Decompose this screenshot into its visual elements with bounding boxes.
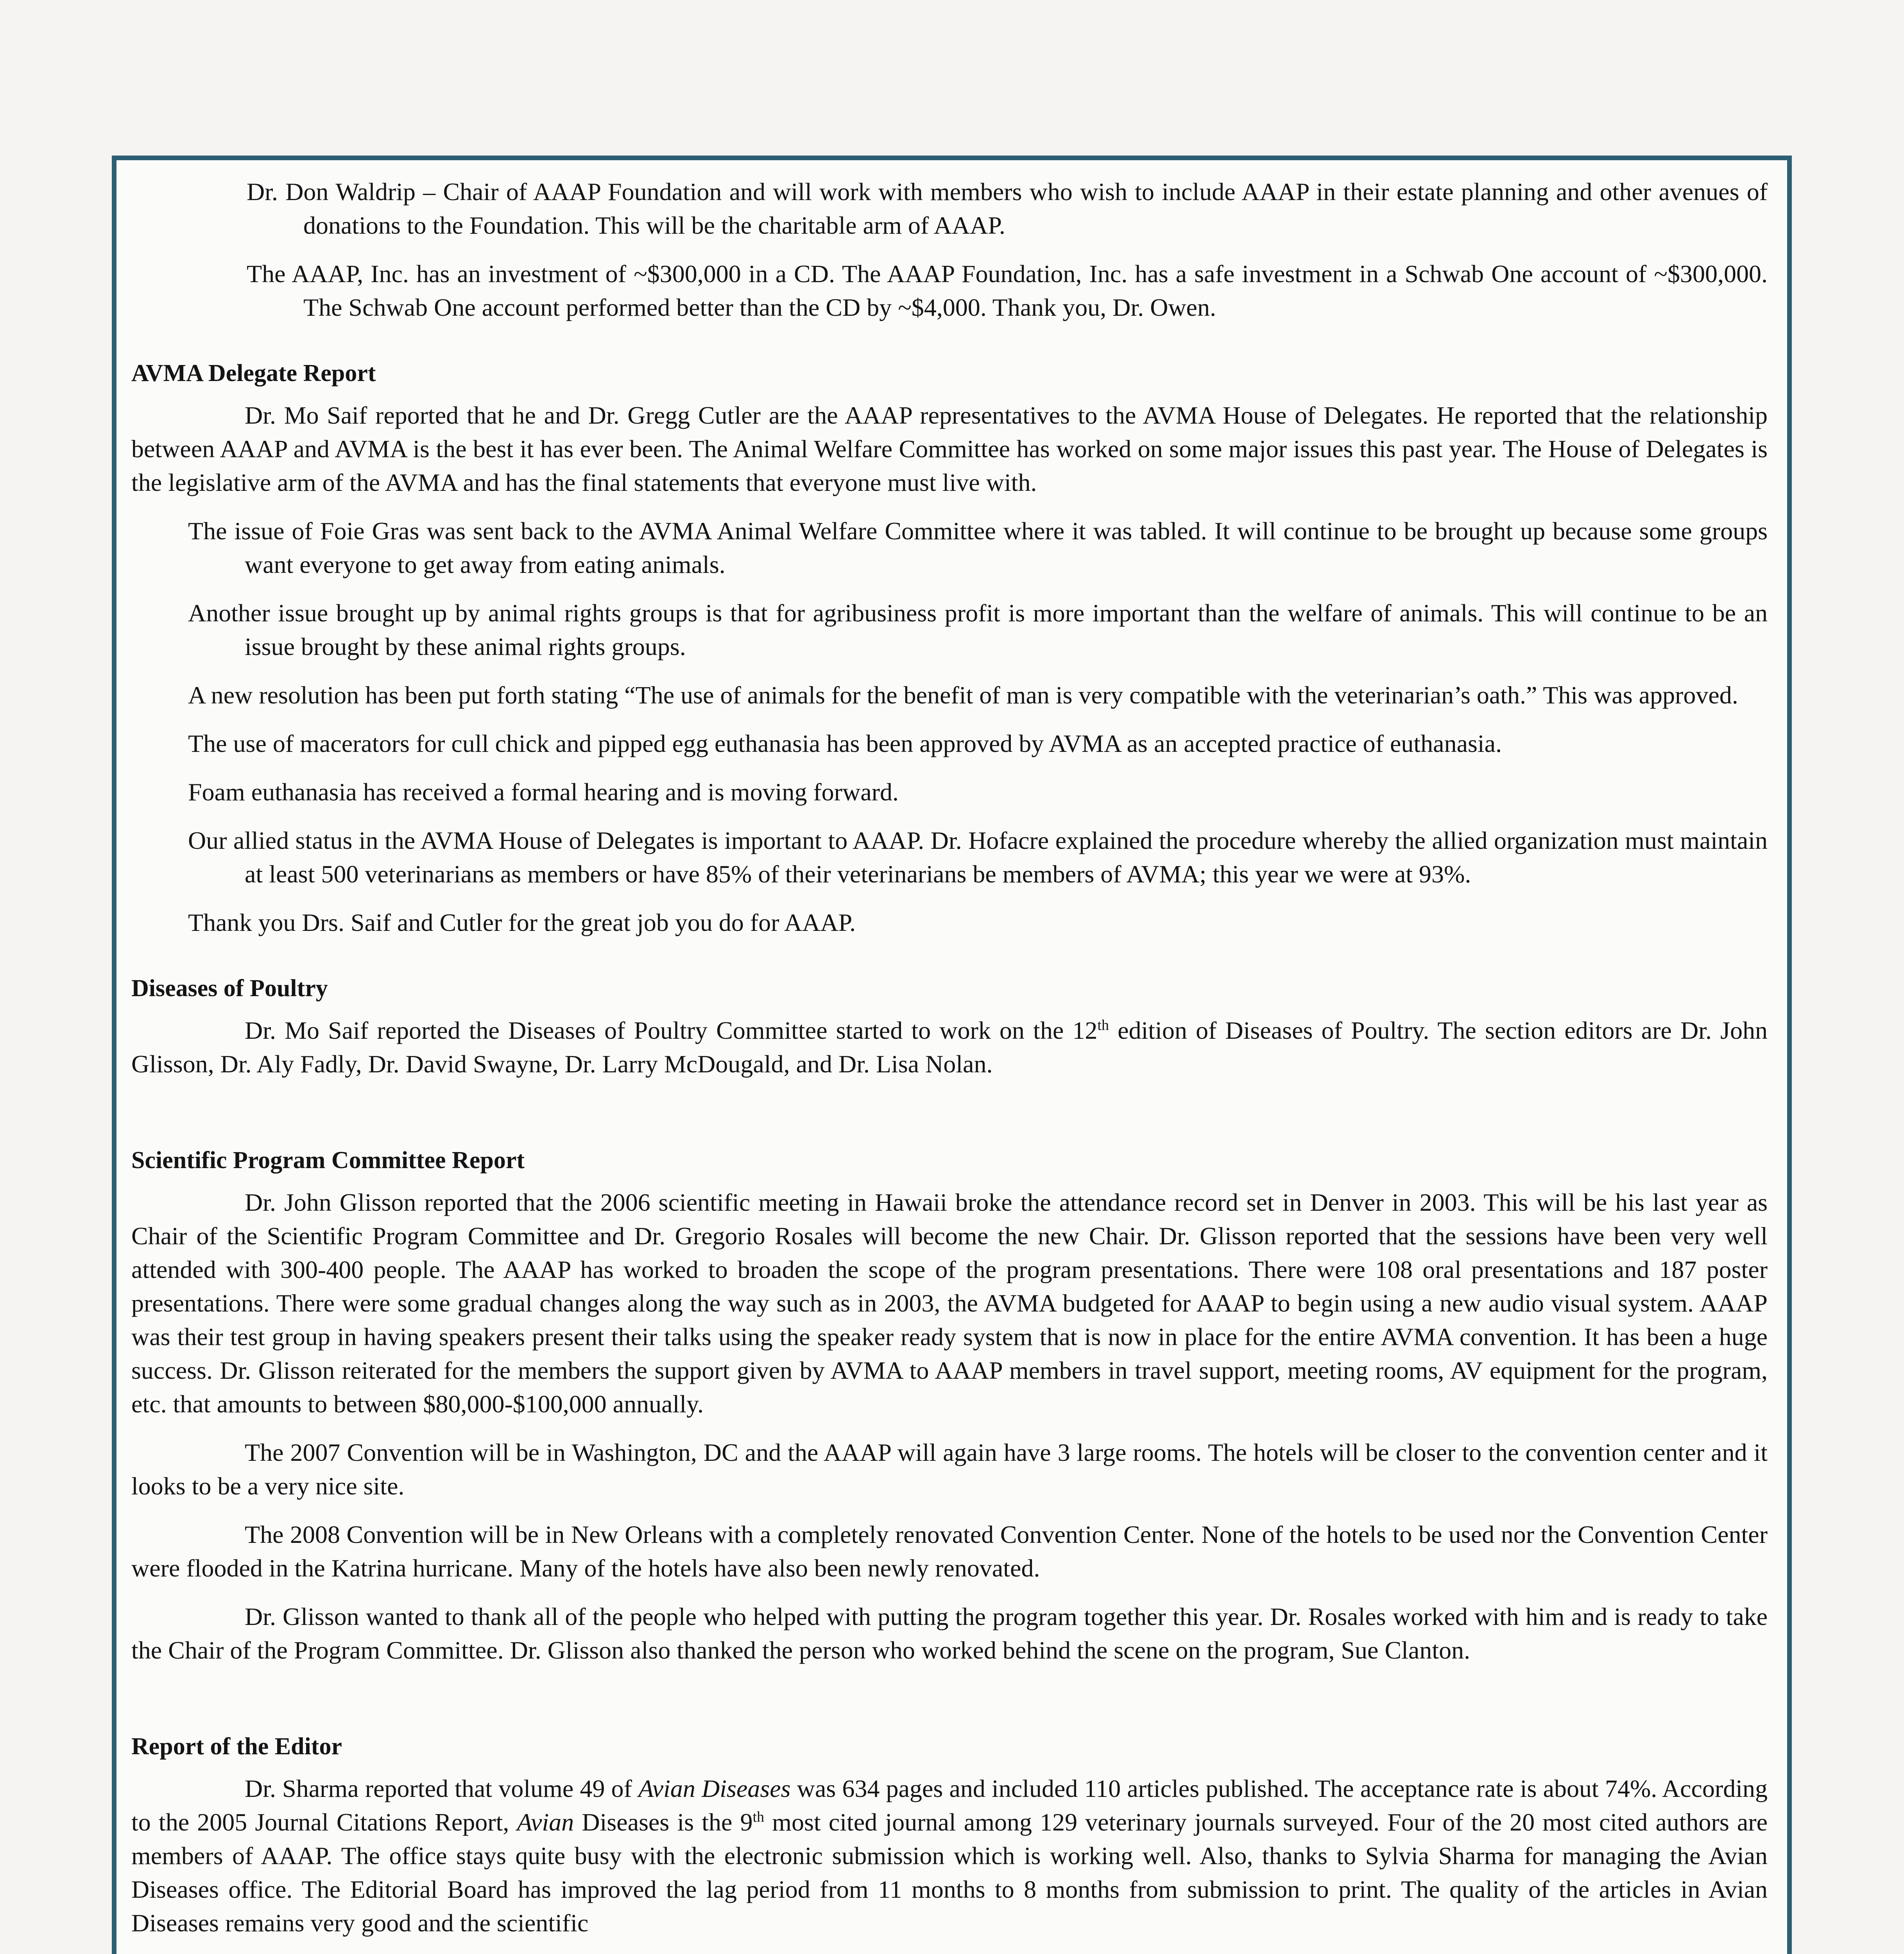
foundation-paragraph: Dr. Don Waldrip – Chair of AAAP Foundation and will work with members who wish to include AAAP in their estate planning and other avenues of donations to the Foundation. This will be the charitable arm of AAAP.	[247, 178, 1768, 239]
editor-text: Dr. Sharma reported that volume 49 of	[245, 1775, 639, 1802]
ordinal-suffix: th	[752, 1809, 765, 1825]
diseases-text: edition of Diseases of Poultry. The section editors are Dr. John Glisson, Dr. Aly Fadly, Dr. David Swayne, Dr. Larry McDougald, and Dr. Lisa Nolan.	[131, 1016, 1768, 1078]
page-frame	[112, 156, 1792, 1954]
avma-item: A new resolution has been put forth stating “The use of animals for the benefit of man is very compatible with the veterinarian’s oath.” This was approved.	[188, 681, 1738, 709]
avma-item: Thank you Drs. Saif and Cutler for the great job you do for AAAP.	[188, 909, 856, 936]
avma-item: Our allied status in the AVMA House of Delegates is important to AAAP. Dr. Hofacre explained the procedure whereby the allied organization must maintain at least 500 veterinarians as members or have 85% of their veterinarians be members of AVMA; this year we were at 93%.	[188, 827, 1768, 888]
avma-delegate-heading: AVMA Delegate Report	[131, 360, 376, 387]
editor-text: was 634 pages and included 110 articles published. The acceptance rate is about 74%. According to the 2005 Journal Citations Report,	[131, 1775, 1768, 1836]
scientific-paragraph: The 2007 Convention will be in Washington, DC and the AAAP will again have 3 large rooms. The hotels will be closer to the convention center and it looks to be a very nice site.	[131, 1439, 1768, 1500]
scientific-program-heading: Scientific Program Committee Report	[131, 1147, 525, 1174]
avma-item: The use of macerators for cull chick and pipped egg euthanasia has been approved by AVMA as an accepted practice of euthanasia.	[188, 730, 1502, 757]
avma-item: Foam euthanasia has received a formal hearing and is moving forward.	[188, 778, 899, 806]
scientific-paragraph: Dr. John Glisson reported that the 2006 scientific meeting in Hawaii broke the attendance record set in Denver in 2003. This will be his last year as Chair of the Scientific Program Committee and Dr. Gregorio Rosales will become the new Chair. Dr. Glisson reported that the sessions have been very well attended with 300-400 people. The AAAP has worked to broaden the scope of the program presentations. There were 108 oral presentations and 187 poster presentations. There were some gradual changes along the way such as in 2003, the AVMA budgeted for AAAP to begin using a new audio visual system. AAAP was their test group in having speakers present their talks using the speaker ready system that is now in place for the entire AVMA convention. It has been a huge success. Dr. Glisson reiterated for the members the support given by AVMA to AAAP members in travel support, meeting rooms, AV equipment for the program, etc. that amounts to between $80,000-$100,000 annually.	[131, 1188, 1768, 1418]
editor-report-heading: Report of the Editor	[131, 1733, 342, 1760]
editor-report-paragraph	[131, 1772, 1768, 1940]
ordinal-suffix: th	[1097, 1017, 1109, 1034]
scientific-paragraph: Dr. Glisson wanted to thank all of the people who helped with putting the program together this year. Dr. Rosales worked with him and is ready to take the Chair of the Program Committee. Dr. Glisson also thanked the person who worked behind the scene on the program, Sue Clanton.	[131, 1603, 1768, 1664]
avma-item: Another issue brought up by animal rights groups is that for agribusiness profit is more important than the welfare of animals. This will continue to be an issue brought by these animal rights groups.	[188, 599, 1768, 660]
scientific-paragraph: The 2008 Convention will be in New Orleans with a completely renovated Convention Center. None of the hotels to be used nor the Convention Center were flooded in the Katrina hurricane. Many of the hotels have also been newly renovated.	[131, 1521, 1768, 1582]
editor-text: most cited journal among 129 veterinary journals surveyed. Four of the 20 most cited authors are members of AAAP. The office stays quite busy with the electronic submission which is working well. Also, thanks to Sylvia Sharma for managing the Avian Diseases office. The Editorial Board has improved the lag period from 11 months to 8 months from submission to print. The quality of the articles in Avian Diseases remains very good and the scientific	[131, 1808, 1768, 1937]
journal-title: Avian	[517, 1808, 574, 1836]
diseases-of-poultry-paragraph	[131, 1014, 1768, 1081]
diseases-of-poultry-heading: Diseases of Poultry	[131, 975, 328, 1002]
investment-paragraph: The AAAP, Inc. has an investment of ~$300,000 in a CD. The AAAP Foundation, Inc. has a safe investment in a Schwab One account of ~$300,000. The Schwab One account performed better than the CD by ~$4,000. Thank you, Dr. Owen.	[247, 260, 1768, 321]
diseases-text: Dr. Mo Saif reported the Diseases of Poultry Committee started to work on the 12	[245, 1016, 1098, 1044]
editor-text: Diseases is the 9	[574, 1808, 753, 1836]
page-content	[131, 175, 1768, 1940]
journal-title: Avian Diseases	[638, 1775, 791, 1802]
avma-intro-paragraph: Dr. Mo Saif reported that he and Dr. Gregg Cutler are the AAAP representatives to the AVMA House of Delegates. He reported that the relationship between AAAP and AVMA is the best it has ever been. The Animal Welfare Committee has worked on some major issues this past year. The House of Delegates is the legislative arm of the AVMA and has the final statements that everyone must live with.	[131, 401, 1768, 496]
avma-item: The issue of Foie Gras was sent back to the AVMA Animal Welfare Committee where it was tabled. It will continue to be brought up because some groups want everyone to get away from eating animals.	[188, 517, 1768, 578]
